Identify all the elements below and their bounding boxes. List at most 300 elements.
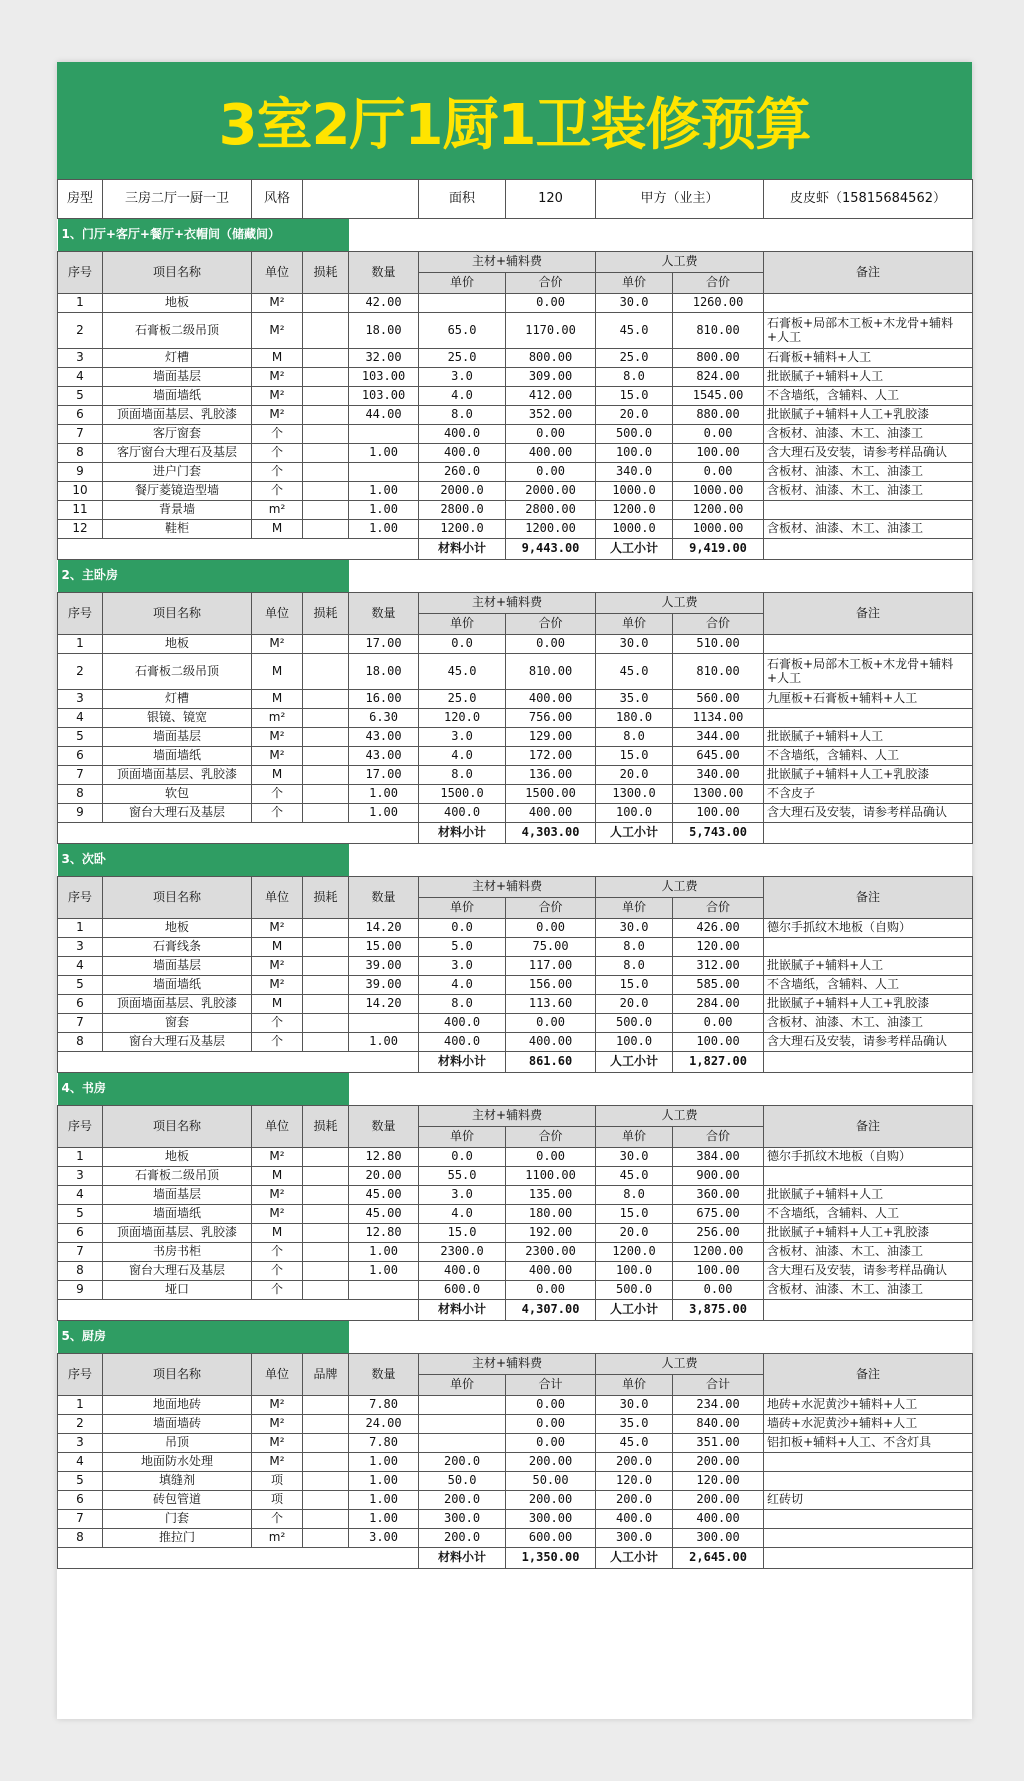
- cell-loss[interactable]: [303, 444, 349, 463]
- cell-name[interactable]: 墙面墙纸: [103, 387, 252, 406]
- cell-note[interactable]: 批嵌腻子+辅料+人工: [764, 368, 973, 387]
- cell-labor-total[interactable]: 1000.00: [673, 482, 764, 501]
- cell-material-total[interactable]: 75.00: [506, 938, 596, 957]
- cell-unit[interactable]: 个: [252, 1510, 303, 1529]
- cell-unit[interactable]: M²: [252, 368, 303, 387]
- cell-name[interactable]: 地面地砖: [103, 1396, 252, 1415]
- cell-qty[interactable]: 1.00: [349, 482, 419, 501]
- cell-loss[interactable]: [303, 294, 349, 313]
- cell-loss[interactable]: [303, 728, 349, 747]
- cell-unit[interactable]: M²: [252, 1415, 303, 1434]
- cell-material-total[interactable]: 2000.00: [506, 482, 596, 501]
- cell-qty[interactable]: 1.00: [349, 1491, 419, 1510]
- cell-loss[interactable]: [303, 349, 349, 368]
- cell-no[interactable]: 9: [58, 804, 103, 823]
- cell-labor-total[interactable]: 810.00: [673, 654, 764, 690]
- cell-note[interactable]: 地砖+水泥黄沙+辅料+人工: [764, 1396, 973, 1415]
- cell-note[interactable]: 批嵌腻子+辅料+人工+乳胶漆: [764, 406, 973, 425]
- cell-no[interactable]: 4: [58, 957, 103, 976]
- cell-qty[interactable]: 45.00: [349, 1205, 419, 1224]
- cell-unit[interactable]: M: [252, 766, 303, 785]
- cell-qty[interactable]: 103.00: [349, 368, 419, 387]
- cell-qty[interactable]: 43.00: [349, 747, 419, 766]
- cell-material-unit[interactable]: 400.0: [419, 1033, 506, 1052]
- cell-material-unit[interactable]: 200.0: [419, 1529, 506, 1548]
- cell-material-total[interactable]: 135.00: [506, 1186, 596, 1205]
- cell-labor-total[interactable]: 645.00: [673, 747, 764, 766]
- cell-no[interactable]: 7: [58, 425, 103, 444]
- cell-no[interactable]: 2: [58, 313, 103, 349]
- cell-note[interactable]: 批嵌腻子+辅料+人工+乳胶漆: [764, 1224, 973, 1243]
- cell-material-unit[interactable]: 600.0: [419, 1281, 506, 1300]
- cell-no[interactable]: 7: [58, 766, 103, 785]
- cell-no[interactable]: 5: [58, 728, 103, 747]
- cell-labor-total[interactable]: 510.00: [673, 635, 764, 654]
- cell-unit[interactable]: M²: [252, 406, 303, 425]
- cell-note[interactable]: [764, 1510, 973, 1529]
- cell-name[interactable]: 顶面墙面基层、乳胶漆: [103, 1224, 252, 1243]
- type-value[interactable]: 三房二厅一厨一卫: [103, 180, 252, 219]
- cell-material-unit[interactable]: [419, 1396, 506, 1415]
- cell-note[interactable]: 含大理石及安装，请参考样品确认: [764, 1033, 973, 1052]
- cell-note[interactable]: 不含墙纸，含辅料、人工: [764, 976, 973, 995]
- cell-material-total[interactable]: 1170.00: [506, 313, 596, 349]
- cell-qty[interactable]: 32.00: [349, 349, 419, 368]
- cell-qty[interactable]: 17.00: [349, 635, 419, 654]
- cell-name[interactable]: 石膏线条: [103, 938, 252, 957]
- cell-loss[interactable]: [303, 938, 349, 957]
- cell-material-total[interactable]: 0.00: [506, 1415, 596, 1434]
- cell-labor-unit[interactable]: 35.0: [596, 690, 673, 709]
- cell-name[interactable]: 顶面墙面基层、乳胶漆: [103, 406, 252, 425]
- cell-labor-total[interactable]: 0.00: [673, 425, 764, 444]
- cell-labor-unit[interactable]: 15.0: [596, 387, 673, 406]
- cell-labor-unit[interactable]: 340.0: [596, 463, 673, 482]
- cell-material-total[interactable]: 0.00: [506, 294, 596, 313]
- cell-material-unit[interactable]: 1200.0: [419, 520, 506, 539]
- cell-no[interactable]: 1: [58, 1148, 103, 1167]
- cell-material-total[interactable]: 1100.00: [506, 1167, 596, 1186]
- cell-qty[interactable]: 17.00: [349, 766, 419, 785]
- cell-loss[interactable]: [303, 654, 349, 690]
- cell-loss[interactable]: [303, 1033, 349, 1052]
- cell-labor-unit[interactable]: 45.0: [596, 313, 673, 349]
- cell-material-total[interactable]: 756.00: [506, 709, 596, 728]
- cell-material-unit[interactable]: 3.0: [419, 1186, 506, 1205]
- cell-material-unit[interactable]: 3.0: [419, 368, 506, 387]
- cell-labor-unit[interactable]: 8.0: [596, 938, 673, 957]
- cell-qty[interactable]: 18.00: [349, 313, 419, 349]
- cell-labor-unit[interactable]: 8.0: [596, 1186, 673, 1205]
- cell-labor-total[interactable]: 344.00: [673, 728, 764, 747]
- cell-material-unit[interactable]: 4.0: [419, 976, 506, 995]
- cell-name[interactable]: 地面防水处理: [103, 1453, 252, 1472]
- cell-qty[interactable]: 44.00: [349, 406, 419, 425]
- cell-material-total[interactable]: 0.00: [506, 919, 596, 938]
- cell-loss[interactable]: [303, 1205, 349, 1224]
- cell-unit[interactable]: M²: [252, 313, 303, 349]
- cell-qty[interactable]: 1.00: [349, 1472, 419, 1491]
- cell-material-unit[interactable]: 5.0: [419, 938, 506, 957]
- cell-labor-total[interactable]: 810.00: [673, 313, 764, 349]
- cell-material-total[interactable]: 400.00: [506, 444, 596, 463]
- cell-qty[interactable]: 7.80: [349, 1434, 419, 1453]
- cell-material-total[interactable]: 1500.00: [506, 785, 596, 804]
- cell-labor-unit[interactable]: 30.0: [596, 635, 673, 654]
- cell-labor-total[interactable]: 100.00: [673, 1033, 764, 1052]
- cell-labor-unit[interactable]: 30.0: [596, 294, 673, 313]
- cell-name[interactable]: 窗台大理石及基层: [103, 1262, 252, 1281]
- cell-material-total[interactable]: 117.00: [506, 957, 596, 976]
- cell-material-total[interactable]: 600.00: [506, 1529, 596, 1548]
- cell-name[interactable]: 墙面墙纸: [103, 976, 252, 995]
- cell-loss[interactable]: [303, 1186, 349, 1205]
- cell-note[interactable]: [764, 501, 973, 520]
- cell-material-total[interactable]: 200.00: [506, 1491, 596, 1510]
- cell-qty[interactable]: 103.00: [349, 387, 419, 406]
- cell-labor-total[interactable]: 300.00: [673, 1529, 764, 1548]
- cell-unit[interactable]: 个: [252, 444, 303, 463]
- cell-qty[interactable]: 1.00: [349, 501, 419, 520]
- cell-labor-total[interactable]: 340.00: [673, 766, 764, 785]
- cell-unit[interactable]: 个: [252, 1281, 303, 1300]
- cell-unit[interactable]: M²: [252, 957, 303, 976]
- cell-material-unit[interactable]: 8.0: [419, 406, 506, 425]
- cell-note[interactable]: 不含皮子: [764, 785, 973, 804]
- cell-material-total[interactable]: 180.00: [506, 1205, 596, 1224]
- cell-labor-total[interactable]: 360.00: [673, 1186, 764, 1205]
- cell-loss[interactable]: [303, 709, 349, 728]
- cell-name[interactable]: 灯槽: [103, 690, 252, 709]
- cell-no[interactable]: 8: [58, 1033, 103, 1052]
- cell-name[interactable]: 石膏板二级吊顶: [103, 313, 252, 349]
- cell-note[interactable]: 铝扣板+辅料+人工、不含灯具: [764, 1434, 973, 1453]
- cell-labor-total[interactable]: 120.00: [673, 1472, 764, 1491]
- cell-note[interactable]: 德尔手抓纹木地板（自购）: [764, 919, 973, 938]
- cell-labor-unit[interactable]: 100.0: [596, 804, 673, 823]
- cell-no[interactable]: 12: [58, 520, 103, 539]
- cell-material-total[interactable]: 200.00: [506, 1453, 596, 1472]
- cell-name[interactable]: 吊顶: [103, 1434, 252, 1453]
- cell-no[interactable]: 1: [58, 294, 103, 313]
- cell-material-unit[interactable]: 260.0: [419, 463, 506, 482]
- cell-no[interactable]: 6: [58, 995, 103, 1014]
- cell-qty[interactable]: [349, 1014, 419, 1033]
- cell-labor-total[interactable]: 560.00: [673, 690, 764, 709]
- cell-material-total[interactable]: 0.00: [506, 635, 596, 654]
- cell-labor-total[interactable]: 100.00: [673, 804, 764, 823]
- cell-material-unit[interactable]: 45.0: [419, 654, 506, 690]
- cell-labor-unit[interactable]: 45.0: [596, 1167, 673, 1186]
- cell-labor-total[interactable]: 900.00: [673, 1167, 764, 1186]
- cell-name[interactable]: 砖包管道: [103, 1491, 252, 1510]
- cell-no[interactable]: 9: [58, 463, 103, 482]
- cell-no[interactable]: 8: [58, 444, 103, 463]
- cell-no[interactable]: 6: [58, 1224, 103, 1243]
- cell-unit[interactable]: M: [252, 520, 303, 539]
- cell-material-unit[interactable]: 8.0: [419, 995, 506, 1014]
- cell-material-unit[interactable]: 4.0: [419, 387, 506, 406]
- cell-labor-unit[interactable]: 100.0: [596, 1262, 673, 1281]
- cell-labor-total[interactable]: 100.00: [673, 444, 764, 463]
- cell-no[interactable]: 7: [58, 1243, 103, 1262]
- cell-unit[interactable]: 个: [252, 463, 303, 482]
- cell-qty[interactable]: 1.00: [349, 1453, 419, 1472]
- cell-qty[interactable]: 16.00: [349, 690, 419, 709]
- cell-material-total[interactable]: 129.00: [506, 728, 596, 747]
- cell-labor-total[interactable]: 200.00: [673, 1453, 764, 1472]
- cell-labor-unit[interactable]: 120.0: [596, 1472, 673, 1491]
- cell-note[interactable]: 不含墙纸，含辅料、人工: [764, 1205, 973, 1224]
- cell-material-unit[interactable]: 4.0: [419, 1205, 506, 1224]
- cell-unit[interactable]: 项: [252, 1472, 303, 1491]
- cell-labor-unit[interactable]: 20.0: [596, 995, 673, 1014]
- cell-note[interactable]: [764, 938, 973, 957]
- cell-name[interactable]: 石膏板二级吊顶: [103, 654, 252, 690]
- cell-labor-unit[interactable]: 1300.0: [596, 785, 673, 804]
- cell-labor-total[interactable]: 1000.00: [673, 520, 764, 539]
- cell-no[interactable]: 5: [58, 1472, 103, 1491]
- owner-value[interactable]: 皮皮虾（15815684562）: [764, 180, 973, 219]
- cell-unit[interactable]: M: [252, 654, 303, 690]
- cell-unit[interactable]: 个: [252, 482, 303, 501]
- cell-no[interactable]: 4: [58, 1453, 103, 1472]
- cell-material-total[interactable]: 800.00: [506, 349, 596, 368]
- cell-material-unit[interactable]: 50.0: [419, 1472, 506, 1491]
- cell-note[interactable]: [764, 709, 973, 728]
- cell-name[interactable]: 客厅窗套: [103, 425, 252, 444]
- cell-loss[interactable]: [303, 1262, 349, 1281]
- cell-note[interactable]: 不含墙纸，含辅料、人工: [764, 747, 973, 766]
- cell-note[interactable]: [764, 1472, 973, 1491]
- cell-labor-total[interactable]: 840.00: [673, 1415, 764, 1434]
- cell-no[interactable]: 4: [58, 1186, 103, 1205]
- cell-unit[interactable]: M²: [252, 1205, 303, 1224]
- cell-labor-unit[interactable]: 8.0: [596, 728, 673, 747]
- cell-loss[interactable]: [303, 482, 349, 501]
- cell-material-unit[interactable]: 55.0: [419, 1167, 506, 1186]
- cell-material-unit[interactable]: 2300.0: [419, 1243, 506, 1262]
- cell-no[interactable]: 1: [58, 635, 103, 654]
- cell-no[interactable]: 2: [58, 1415, 103, 1434]
- cell-qty[interactable]: 42.00: [349, 294, 419, 313]
- cell-material-total[interactable]: 0.00: [506, 1434, 596, 1453]
- cell-labor-unit[interactable]: 300.0: [596, 1529, 673, 1548]
- cell-labor-total[interactable]: 0.00: [673, 1281, 764, 1300]
- cell-material-unit[interactable]: 4.0: [419, 747, 506, 766]
- cell-name[interactable]: 墙面墙砖: [103, 1415, 252, 1434]
- cell-material-unit[interactable]: [419, 1434, 506, 1453]
- cell-name[interactable]: 石膏板二级吊顶: [103, 1167, 252, 1186]
- cell-labor-unit[interactable]: 1000.0: [596, 482, 673, 501]
- cell-unit[interactable]: 项: [252, 1491, 303, 1510]
- cell-no[interactable]: 6: [58, 406, 103, 425]
- cell-loss[interactable]: [303, 1396, 349, 1415]
- cell-name[interactable]: 书房书柜: [103, 1243, 252, 1262]
- cell-qty[interactable]: 1.00: [349, 1243, 419, 1262]
- cell-no[interactable]: 8: [58, 1262, 103, 1281]
- cell-note[interactable]: 石膏板+局部木工板+木龙骨+辅料+人工: [764, 654, 973, 690]
- cell-unit[interactable]: 个: [252, 1033, 303, 1052]
- cell-loss[interactable]: [303, 995, 349, 1014]
- cell-note[interactable]: 批嵌腻子+辅料+人工: [764, 957, 973, 976]
- cell-qty[interactable]: 3.00: [349, 1529, 419, 1548]
- cell-labor-unit[interactable]: 1200.0: [596, 501, 673, 520]
- cell-loss[interactable]: [303, 463, 349, 482]
- cell-loss[interactable]: [303, 635, 349, 654]
- cell-material-unit[interactable]: 2000.0: [419, 482, 506, 501]
- cell-name[interactable]: 墙面墙纸: [103, 747, 252, 766]
- cell-labor-unit[interactable]: 500.0: [596, 425, 673, 444]
- cell-unit[interactable]: M²: [252, 1434, 303, 1453]
- cell-qty[interactable]: 14.20: [349, 919, 419, 938]
- cell-unit[interactable]: 个: [252, 425, 303, 444]
- cell-labor-unit[interactable]: 200.0: [596, 1491, 673, 1510]
- cell-labor-total[interactable]: 1545.00: [673, 387, 764, 406]
- cell-material-unit[interactable]: 200.0: [419, 1491, 506, 1510]
- cell-material-total[interactable]: 50.00: [506, 1472, 596, 1491]
- cell-material-total[interactable]: 172.00: [506, 747, 596, 766]
- cell-unit[interactable]: M: [252, 1167, 303, 1186]
- cell-labor-unit[interactable]: 30.0: [596, 1396, 673, 1415]
- cell-no[interactable]: 7: [58, 1510, 103, 1529]
- cell-loss[interactable]: [303, 1224, 349, 1243]
- cell-material-total[interactable]: 156.00: [506, 976, 596, 995]
- cell-unit[interactable]: M²: [252, 635, 303, 654]
- cell-material-unit[interactable]: 300.0: [419, 1510, 506, 1529]
- cell-loss[interactable]: [303, 804, 349, 823]
- cell-labor-unit[interactable]: 15.0: [596, 747, 673, 766]
- cell-note[interactable]: [764, 294, 973, 313]
- cell-material-unit[interactable]: 0.0: [419, 635, 506, 654]
- cell-labor-total[interactable]: 1300.00: [673, 785, 764, 804]
- cell-unit[interactable]: M²: [252, 1186, 303, 1205]
- cell-labor-unit[interactable]: 45.0: [596, 654, 673, 690]
- cell-qty[interactable]: 18.00: [349, 654, 419, 690]
- cell-qty[interactable]: 45.00: [349, 1186, 419, 1205]
- cell-no[interactable]: 8: [58, 785, 103, 804]
- cell-name[interactable]: 软包: [103, 785, 252, 804]
- cell-note[interactable]: 墙砖+水泥黄沙+辅料+人工: [764, 1415, 973, 1434]
- cell-qty[interactable]: 7.80: [349, 1396, 419, 1415]
- cell-material-unit[interactable]: 0.0: [419, 1148, 506, 1167]
- cell-unit[interactable]: M: [252, 995, 303, 1014]
- cell-unit[interactable]: 个: [252, 785, 303, 804]
- cell-labor-total[interactable]: 426.00: [673, 919, 764, 938]
- cell-note[interactable]: 含大理石及安装，请参考样品确认: [764, 804, 973, 823]
- cell-qty[interactable]: 1.00: [349, 785, 419, 804]
- cell-labor-total[interactable]: 256.00: [673, 1224, 764, 1243]
- cell-no[interactable]: 1: [58, 919, 103, 938]
- cell-unit[interactable]: 个: [252, 1262, 303, 1281]
- cell-loss[interactable]: [303, 520, 349, 539]
- cell-name[interactable]: 客厅窗台大理石及基层: [103, 444, 252, 463]
- cell-unit[interactable]: M²: [252, 1148, 303, 1167]
- cell-name[interactable]: 墙面基层: [103, 728, 252, 747]
- cell-material-unit[interactable]: 1500.0: [419, 785, 506, 804]
- cell-qty[interactable]: 20.00: [349, 1167, 419, 1186]
- cell-material-unit[interactable]: 400.0: [419, 804, 506, 823]
- cell-unit[interactable]: m²: [252, 709, 303, 728]
- cell-labor-unit[interactable]: 25.0: [596, 349, 673, 368]
- cell-unit[interactable]: M²: [252, 1396, 303, 1415]
- cell-no[interactable]: 3: [58, 690, 103, 709]
- cell-note[interactable]: [764, 1529, 973, 1548]
- cell-name[interactable]: 银镜、镜宽: [103, 709, 252, 728]
- cell-loss[interactable]: [303, 406, 349, 425]
- cell-loss[interactable]: [303, 1243, 349, 1262]
- cell-unit[interactable]: 个: [252, 804, 303, 823]
- cell-loss[interactable]: [303, 501, 349, 520]
- cell-name[interactable]: 窗套: [103, 1014, 252, 1033]
- cell-labor-total[interactable]: 234.00: [673, 1396, 764, 1415]
- cell-name[interactable]: 墙面基层: [103, 1186, 252, 1205]
- cell-material-total[interactable]: 113.60: [506, 995, 596, 1014]
- cell-labor-unit[interactable]: 500.0: [596, 1281, 673, 1300]
- cell-loss[interactable]: [303, 1510, 349, 1529]
- cell-no[interactable]: 11: [58, 501, 103, 520]
- cell-name[interactable]: 墙面基层: [103, 368, 252, 387]
- cell-qty[interactable]: 1.00: [349, 1262, 419, 1281]
- cell-material-unit[interactable]: 2800.0: [419, 501, 506, 520]
- cell-note[interactable]: 含板材、油漆、木工、油漆工: [764, 1243, 973, 1262]
- cell-labor-unit[interactable]: 8.0: [596, 957, 673, 976]
- cell-note[interactable]: 批嵌腻子+辅料+人工+乳胶漆: [764, 766, 973, 785]
- cell-labor-unit[interactable]: 100.0: [596, 1033, 673, 1052]
- cell-material-total[interactable]: 400.00: [506, 1262, 596, 1281]
- cell-material-unit[interactable]: 400.0: [419, 425, 506, 444]
- cell-qty[interactable]: [349, 1281, 419, 1300]
- cell-labor-total[interactable]: 675.00: [673, 1205, 764, 1224]
- cell-loss[interactable]: [303, 1167, 349, 1186]
- style-value[interactable]: [303, 180, 419, 219]
- cell-labor-total[interactable]: 400.00: [673, 1510, 764, 1529]
- cell-name[interactable]: 背景墙: [103, 501, 252, 520]
- cell-material-total[interactable]: 136.00: [506, 766, 596, 785]
- cell-material-total[interactable]: 400.00: [506, 690, 596, 709]
- cell-material-total[interactable]: 0.00: [506, 1148, 596, 1167]
- cell-labor-unit[interactable]: 15.0: [596, 976, 673, 995]
- cell-unit[interactable]: M²: [252, 919, 303, 938]
- cell-note[interactable]: [764, 1167, 973, 1186]
- cell-loss[interactable]: [303, 1491, 349, 1510]
- cell-material-unit[interactable]: 25.0: [419, 690, 506, 709]
- cell-unit[interactable]: m²: [252, 501, 303, 520]
- cell-no[interactable]: 9: [58, 1281, 103, 1300]
- cell-unit[interactable]: m²: [252, 1529, 303, 1548]
- cell-note[interactable]: 批嵌腻子+辅料+人工: [764, 1186, 973, 1205]
- cell-loss[interactable]: [303, 1529, 349, 1548]
- cell-labor-total[interactable]: 384.00: [673, 1148, 764, 1167]
- cell-loss[interactable]: [303, 1148, 349, 1167]
- cell-labor-total[interactable]: 200.00: [673, 1491, 764, 1510]
- cell-note[interactable]: 含板材、油漆、木工、油漆工: [764, 1281, 973, 1300]
- cell-qty[interactable]: 1.00: [349, 1033, 419, 1052]
- cell-labor-unit[interactable]: 15.0: [596, 1205, 673, 1224]
- cell-labor-unit[interactable]: 200.0: [596, 1453, 673, 1472]
- cell-labor-unit[interactable]: 1200.0: [596, 1243, 673, 1262]
- cell-no[interactable]: 7: [58, 1014, 103, 1033]
- cell-name[interactable]: 灯槽: [103, 349, 252, 368]
- cell-material-total[interactable]: 0.00: [506, 1281, 596, 1300]
- area-value[interactable]: 120: [506, 180, 596, 219]
- cell-no[interactable]: 10: [58, 482, 103, 501]
- cell-loss[interactable]: [303, 387, 349, 406]
- cell-name[interactable]: 墙面墙纸: [103, 1205, 252, 1224]
- cell-labor-total[interactable]: 120.00: [673, 938, 764, 957]
- cell-loss[interactable]: [303, 368, 349, 387]
- cell-material-unit[interactable]: 120.0: [419, 709, 506, 728]
